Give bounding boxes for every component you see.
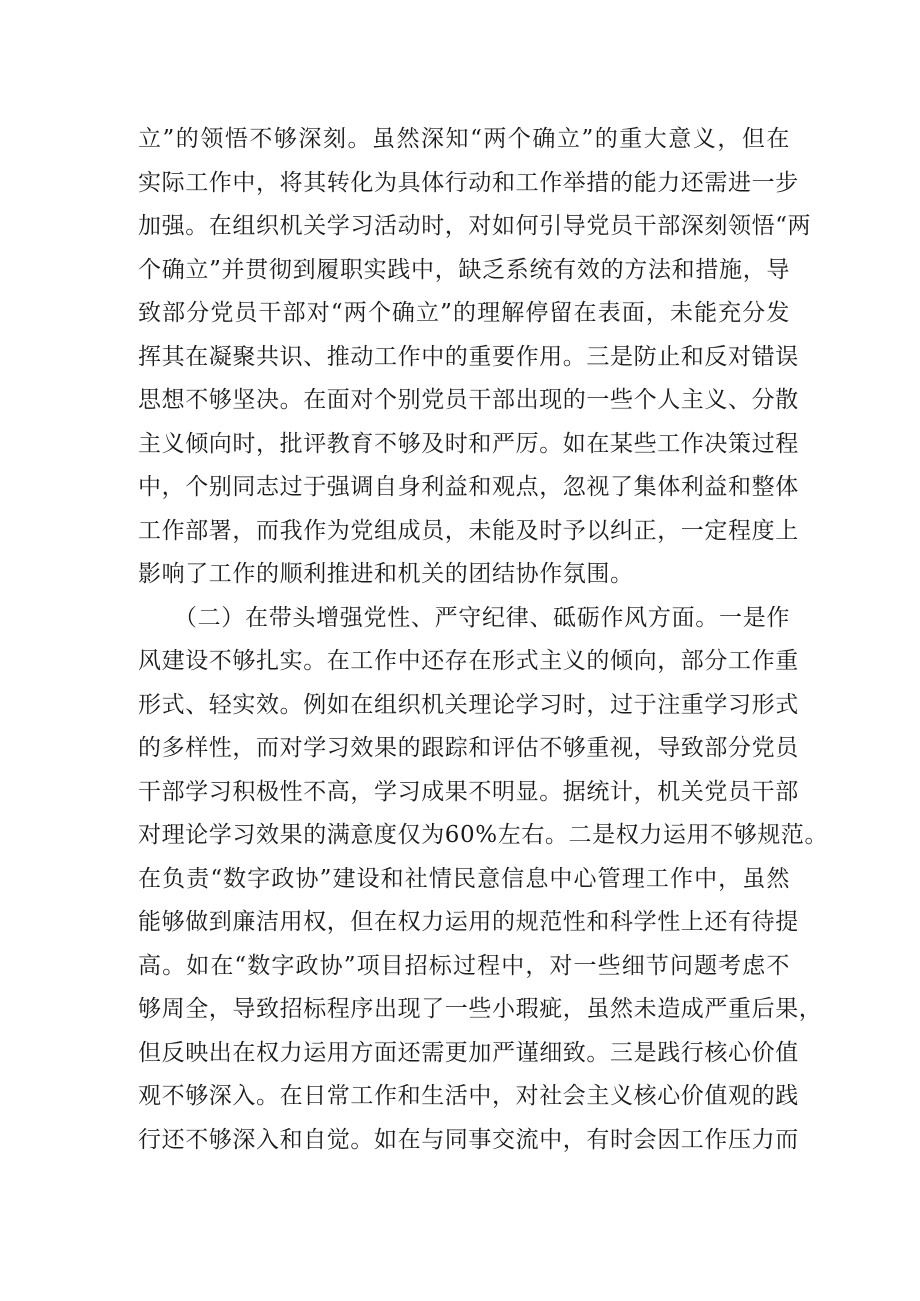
text-line: 但反映出在权力运用方面还需更加严谨细致。三是践行核心价值 (138, 1039, 799, 1066)
text-line: 加强。在组织机关学习活动时，对如何引导党员干部深刻领悟“两 (138, 213, 812, 239)
text-line: 致部分党员干部对“两个确立”的理解停留在表面，未能充分发 (138, 300, 790, 326)
text-line: 够周全，导致招标程序出现了一些小瑕疵，虽然未造成严重后果， (138, 996, 823, 1022)
text-line: 立”的领悟不够深刻。虽然深知“两个确立”的重大意义，但在 (138, 126, 790, 152)
section-heading-line: （二）在带头增强党性、严守纪律、砥砺作风方面。一是作 (138, 604, 790, 631)
paragraph-end-line: 影响了工作的顺利推进和机关的团结协作氛围。 (138, 561, 634, 587)
text-line: 行还不够深入和自觉。如在与同事交流中，有时会因工作压力而 (138, 1126, 799, 1153)
text-line: 思想不够坚决。在面对个别党员干部出现的一些个人主义、分散 (138, 387, 799, 413)
text-line: 干部学习积极性不高，学习成果不明显。据统计，机关党员干部 (138, 778, 799, 805)
text-line: 个确立”并贯彻到履职实践中，缺乏系统有效的方法和措施，导 (138, 256, 790, 283)
text-line: 的多样性，而对学习效果的跟踪和评估不够重视，导致部分党员 (138, 735, 799, 761)
text-line: 主义倾向时，批评教育不够及时和严厉。如在某些工作决策过程 (138, 430, 799, 457)
text-line: 高。如在“数字政协”项目招标过程中，对一些细节问题考虑不 (138, 952, 790, 979)
text-line: 挥其在凝聚共识、推动工作中的重要作用。三是防止和反对错误 (138, 343, 799, 370)
text-line: 实际工作中，将其转化为具体行动和工作举措的能力还需进一步 (138, 169, 799, 196)
text-line: 在负责“数字政协”建设和社情民意信息中心管理工作中，虽然 (138, 865, 790, 892)
text-line: 观不够深入。在日常工作和生活中，对社会主义核心价值观的践 (138, 1083, 799, 1109)
text-line: 工作部署，而我作为党组成员，未能及时予以纠正，一定程度上 (138, 517, 799, 544)
body-text (138, 118, 829, 1162)
text-line: 风建设不够扎实。在工作中还存在形式主义的倾向，部分工作重 (138, 648, 799, 674)
text-line: 对理论学习效果的满意度仅为60%左右。二是权力运用不够规范。 (138, 822, 829, 848)
text-line: 中，个别同志过于强调自身利益和观点，忽视了集体利益和整体 (138, 474, 799, 500)
text-line: 形式、轻实效。例如在组织机关理论学习时，过于注重学习形式 (138, 691, 799, 718)
text-line: 能够做到廉洁用权，但在权力运用的规范性和科学性上还有待提 (138, 909, 799, 935)
